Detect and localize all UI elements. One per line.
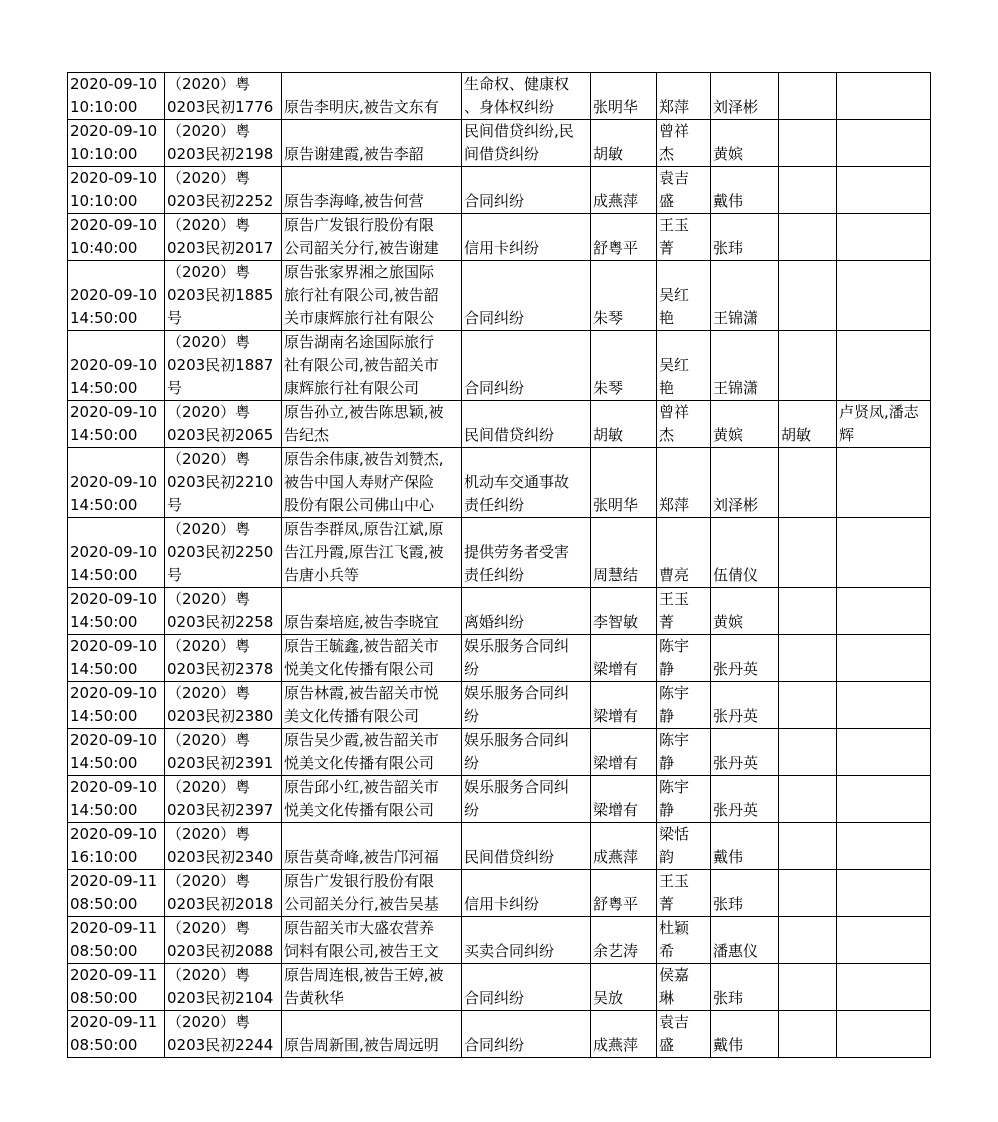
cell-extra-1 bbox=[779, 635, 837, 682]
cell-recorder: 戴伟 bbox=[711, 823, 779, 870]
cell-case-number: （2020）粤 0203民初2198 bbox=[165, 120, 282, 167]
cell-parties: 原告周连根,被告王婷,被 告黄秋华 bbox=[282, 964, 462, 1011]
cell-case-number: （2020）粤 0203民初2104 bbox=[165, 964, 282, 1011]
cell-clerk: 王玉 菁 bbox=[657, 870, 711, 917]
cell-hearing-time: 2020-09-10 10:40:00 bbox=[68, 214, 165, 261]
cell-case-number: （2020）粤 0203民初2391 bbox=[165, 729, 282, 776]
schedule-table-body bbox=[68, 73, 931, 1058]
cell-extra-2 bbox=[837, 635, 931, 682]
cell-extra-1 bbox=[779, 588, 837, 635]
cell-hearing-time: 2020-09-10 14:50:00 bbox=[68, 729, 165, 776]
cell-clerk: 袁吉 盛 bbox=[657, 167, 711, 214]
cell-judge: 胡敏 bbox=[591, 120, 657, 167]
cell-clerk: 陈宇 静 bbox=[657, 776, 711, 823]
cell-case-cause: 娱乐服务合同纠 纷 bbox=[462, 776, 591, 823]
table-row bbox=[68, 870, 931, 917]
table-row bbox=[68, 401, 931, 448]
table-row bbox=[68, 917, 931, 964]
cell-case-number: （2020）粤 0203民初2017 bbox=[165, 214, 282, 261]
cell-case-cause: 民间借贷纠纷 bbox=[462, 401, 591, 448]
cell-extra-2 bbox=[837, 518, 931, 588]
schedule-table bbox=[67, 72, 931, 1058]
cell-extra-1 bbox=[779, 917, 837, 964]
cell-parties: 原告吴少霞,被告韶关市 悦美文化传播有限公司 bbox=[282, 729, 462, 776]
cell-hearing-time: 2020-09-10 10:10:00 bbox=[68, 73, 165, 120]
cell-hearing-time: 2020-09-11 08:50:00 bbox=[68, 964, 165, 1011]
cell-parties: 原告邱小红,被告韶关市 悦美文化传播有限公司 bbox=[282, 776, 462, 823]
cell-recorder: 戴伟 bbox=[711, 1011, 779, 1058]
cell-extra-1: 胡敏 bbox=[779, 401, 837, 448]
cell-recorder: 张玮 bbox=[711, 964, 779, 1011]
cell-case-cause: 合同纠纷 bbox=[462, 331, 591, 401]
cell-hearing-time: 2020-09-11 08:50:00 bbox=[68, 1011, 165, 1058]
cell-extra-1 bbox=[779, 518, 837, 588]
cell-judge: 李智敏 bbox=[591, 588, 657, 635]
table-row bbox=[68, 73, 931, 120]
cell-hearing-time: 2020-09-11 08:50:00 bbox=[68, 870, 165, 917]
cell-clerk: 王玉 菁 bbox=[657, 214, 711, 261]
cell-recorder: 伍倩仪 bbox=[711, 518, 779, 588]
cell-parties: 原告张家界湘之旅国际 旅行社有限公司,被告韶 关市康辉旅行社有限公 bbox=[282, 261, 462, 331]
cell-case-cause: 民间借贷纠纷 bbox=[462, 823, 591, 870]
cell-case-cause: 合同纠纷 bbox=[462, 261, 591, 331]
table-row bbox=[68, 823, 931, 870]
cell-judge: 成燕萍 bbox=[591, 1011, 657, 1058]
cell-recorder: 张丹英 bbox=[711, 682, 779, 729]
table-row bbox=[68, 964, 931, 1011]
cell-case-number: （2020）粤 0203民初2018 bbox=[165, 870, 282, 917]
cell-parties: 原告韶关市大盛农营养 饲料有限公司,被告王文 bbox=[282, 917, 462, 964]
table-row bbox=[68, 776, 931, 823]
cell-clerk: 梁恬 韵 bbox=[657, 823, 711, 870]
cell-extra-1 bbox=[779, 823, 837, 870]
cell-extra-1 bbox=[779, 964, 837, 1011]
cell-judge: 梁增有 bbox=[591, 776, 657, 823]
cell-judge: 张明华 bbox=[591, 73, 657, 120]
cell-case-cause: 娱乐服务合同纠 纷 bbox=[462, 729, 591, 776]
cell-extra-2 bbox=[837, 167, 931, 214]
cell-clerk: 曾祥 杰 bbox=[657, 401, 711, 448]
cell-case-number: （2020）粤 0203民初2258 bbox=[165, 588, 282, 635]
cell-parties: 原告广发银行股份有限 公司韶关分行,被告吴基 bbox=[282, 870, 462, 917]
cell-judge: 吴放 bbox=[591, 964, 657, 1011]
cell-extra-1 bbox=[779, 682, 837, 729]
cell-case-cause: 信用卡纠纷 bbox=[462, 870, 591, 917]
cell-clerk: 陈宇 静 bbox=[657, 729, 711, 776]
cell-extra-2 bbox=[837, 917, 931, 964]
table-row bbox=[68, 682, 931, 729]
cell-recorder: 王锦潇 bbox=[711, 331, 779, 401]
cell-judge: 梁增有 bbox=[591, 682, 657, 729]
cell-parties: 原告秦培庭,被告李晓宜 bbox=[282, 588, 462, 635]
cell-extra-1 bbox=[779, 331, 837, 401]
cell-hearing-time: 2020-09-10 10:10:00 bbox=[68, 120, 165, 167]
cell-judge: 舒粤平 bbox=[591, 214, 657, 261]
cell-case-cause: 合同纠纷 bbox=[462, 964, 591, 1011]
cell-case-cause: 机动车交通事故 责任纠纷 bbox=[462, 448, 591, 518]
cell-case-number: （2020）粤 0203民初2244 bbox=[165, 1011, 282, 1058]
cell-case-cause: 信用卡纠纷 bbox=[462, 214, 591, 261]
cell-case-cause: 民间借贷纠纷,民 间借贷纠纷 bbox=[462, 120, 591, 167]
cell-case-number: （2020）粤 0203民初2340 bbox=[165, 823, 282, 870]
cell-hearing-time: 2020-09-10 10:10:00 bbox=[68, 167, 165, 214]
table-row bbox=[68, 518, 931, 588]
cell-case-number: （2020）粤 0203民初1885 号 bbox=[165, 261, 282, 331]
cell-clerk: 曾祥 杰 bbox=[657, 120, 711, 167]
cell-parties: 原告广发银行股份有限 公司韶关分行,被告谢建 bbox=[282, 214, 462, 261]
table-row bbox=[68, 448, 931, 518]
cell-case-cause: 娱乐服务合同纠 纷 bbox=[462, 682, 591, 729]
cell-extra-2: 卢贤凤,潘志 辉 bbox=[837, 401, 931, 448]
cell-case-number: （2020）粤 0203民初1887 号 bbox=[165, 331, 282, 401]
table-row bbox=[68, 588, 931, 635]
cell-hearing-time: 2020-09-10 14:50:00 bbox=[68, 331, 165, 401]
cell-hearing-time: 2020-09-10 14:50:00 bbox=[68, 261, 165, 331]
cell-clerk: 王玉 菁 bbox=[657, 588, 711, 635]
table-row bbox=[68, 261, 931, 331]
cell-case-number: （2020）粤 0203民初2380 bbox=[165, 682, 282, 729]
cell-hearing-time: 2020-09-10 14:50:00 bbox=[68, 635, 165, 682]
cell-case-number: （2020）粤 0203民初2250 号 bbox=[165, 518, 282, 588]
cell-judge: 梁增有 bbox=[591, 729, 657, 776]
cell-recorder: 戴伟 bbox=[711, 167, 779, 214]
cell-parties: 原告莫奇峰,被告邝河福 bbox=[282, 823, 462, 870]
table-row bbox=[68, 167, 931, 214]
cell-clerk: 郑萍 bbox=[657, 73, 711, 120]
cell-extra-1 bbox=[779, 167, 837, 214]
cell-hearing-time: 2020-09-10 14:50:00 bbox=[68, 448, 165, 518]
cell-extra-2 bbox=[837, 261, 931, 331]
cell-recorder: 刘泽彬 bbox=[711, 73, 779, 120]
cell-extra-1 bbox=[779, 729, 837, 776]
cell-judge: 成燕萍 bbox=[591, 167, 657, 214]
cell-recorder: 张玮 bbox=[711, 214, 779, 261]
cell-recorder: 张丹英 bbox=[711, 776, 779, 823]
cell-case-cause: 离婚纠纷 bbox=[462, 588, 591, 635]
cell-hearing-time: 2020-09-10 14:50:00 bbox=[68, 776, 165, 823]
table-row bbox=[68, 214, 931, 261]
cell-recorder: 黄嫔 bbox=[711, 588, 779, 635]
cell-judge: 成燕萍 bbox=[591, 823, 657, 870]
cell-extra-2 bbox=[837, 682, 931, 729]
cell-recorder: 张丹英 bbox=[711, 729, 779, 776]
cell-extra-1 bbox=[779, 1011, 837, 1058]
cell-extra-2 bbox=[837, 870, 931, 917]
cell-recorder: 黄嫔 bbox=[711, 401, 779, 448]
cell-clerk: 郑萍 bbox=[657, 448, 711, 518]
table-row bbox=[68, 1011, 931, 1058]
cell-parties: 原告余伟康,被告刘赞杰, 被告中国人寿财产保险 股份有限公司佛山中心 bbox=[282, 448, 462, 518]
cell-case-cause: 买卖合同纠纷 bbox=[462, 917, 591, 964]
cell-hearing-time: 2020-09-11 08:50:00 bbox=[68, 917, 165, 964]
table-row bbox=[68, 120, 931, 167]
cell-case-number: （2020）粤 0203民初2210 号 bbox=[165, 448, 282, 518]
cell-hearing-time: 2020-09-10 14:50:00 bbox=[68, 401, 165, 448]
cell-extra-2 bbox=[837, 448, 931, 518]
cell-extra-1 bbox=[779, 261, 837, 331]
cell-clerk: 侯嘉 琳 bbox=[657, 964, 711, 1011]
cell-recorder: 王锦潇 bbox=[711, 261, 779, 331]
cell-parties: 原告李群凤,原告江斌,原 告江丹霞,原告江飞霞,被 告唐小兵等 bbox=[282, 518, 462, 588]
cell-extra-1 bbox=[779, 120, 837, 167]
cell-parties: 原告李明庆,被告文东有 bbox=[282, 73, 462, 120]
cell-parties: 原告王毓鑫,被告韶关市 悦美文化传播有限公司 bbox=[282, 635, 462, 682]
cell-parties: 原告湖南名途国际旅行 社有限公司,被告韶关市 康辉旅行社有限公司 bbox=[282, 331, 462, 401]
cell-hearing-time: 2020-09-10 14:50:00 bbox=[68, 518, 165, 588]
cell-case-number: （2020）粤 0203民初2378 bbox=[165, 635, 282, 682]
cell-case-cause: 生命权、健康权 、身体权纠纷 bbox=[462, 73, 591, 120]
cell-judge: 周慧结 bbox=[591, 518, 657, 588]
cell-extra-2 bbox=[837, 964, 931, 1011]
cell-parties: 原告孙立,被告陈思颖,被 告纪杰 bbox=[282, 401, 462, 448]
cell-case-cause: 娱乐服务合同纠 纷 bbox=[462, 635, 591, 682]
cell-hearing-time: 2020-09-10 14:50:00 bbox=[68, 682, 165, 729]
cell-extra-1 bbox=[779, 870, 837, 917]
cell-extra-2 bbox=[837, 588, 931, 635]
cell-hearing-time: 2020-09-10 14:50:00 bbox=[68, 588, 165, 635]
cell-clerk: 袁吉 盛 bbox=[657, 1011, 711, 1058]
cell-extra-1 bbox=[779, 214, 837, 261]
cell-clerk: 吴红 艳 bbox=[657, 261, 711, 331]
cell-judge: 梁增有 bbox=[591, 635, 657, 682]
table-row bbox=[68, 331, 931, 401]
cell-recorder: 潘惠仪 bbox=[711, 917, 779, 964]
table-row bbox=[68, 635, 931, 682]
cell-extra-2 bbox=[837, 120, 931, 167]
cell-extra-1 bbox=[779, 73, 837, 120]
cell-judge: 舒粤平 bbox=[591, 870, 657, 917]
cell-extra-1 bbox=[779, 776, 837, 823]
cell-case-cause: 合同纠纷 bbox=[462, 167, 591, 214]
cell-case-number: （2020）粤 0203民初2252 bbox=[165, 167, 282, 214]
cell-judge: 朱琴 bbox=[591, 261, 657, 331]
cell-judge: 胡敏 bbox=[591, 401, 657, 448]
cell-extra-2 bbox=[837, 729, 931, 776]
cell-recorder: 黄嫔 bbox=[711, 120, 779, 167]
cell-extra-2 bbox=[837, 73, 931, 120]
cell-parties: 原告谢建霞,被告李韶 bbox=[282, 120, 462, 167]
cell-clerk: 杜颖 希 bbox=[657, 917, 711, 964]
cell-extra-2 bbox=[837, 776, 931, 823]
cell-extra-2 bbox=[837, 214, 931, 261]
cell-case-number: （2020）粤 0203民初1776 bbox=[165, 73, 282, 120]
cell-recorder: 刘泽彬 bbox=[711, 448, 779, 518]
cell-case-cause: 提供劳务者受害 责任纠纷 bbox=[462, 518, 591, 588]
cell-case-number: （2020）粤 0203民初2065 bbox=[165, 401, 282, 448]
cell-extra-2 bbox=[837, 1011, 931, 1058]
cell-case-number: （2020）粤 0203民初2088 bbox=[165, 917, 282, 964]
cell-case-cause: 合同纠纷 bbox=[462, 1011, 591, 1058]
table-row bbox=[68, 729, 931, 776]
cell-judge: 朱琴 bbox=[591, 331, 657, 401]
cell-recorder: 张丹英 bbox=[711, 635, 779, 682]
cell-hearing-time: 2020-09-10 16:10:00 bbox=[68, 823, 165, 870]
cell-recorder: 张玮 bbox=[711, 870, 779, 917]
cell-clerk: 陈宇 静 bbox=[657, 682, 711, 729]
cell-extra-2 bbox=[837, 331, 931, 401]
cell-extra-2 bbox=[837, 823, 931, 870]
cell-clerk: 陈宇 静 bbox=[657, 635, 711, 682]
cell-extra-1 bbox=[779, 448, 837, 518]
cell-judge: 张明华 bbox=[591, 448, 657, 518]
cell-parties: 原告李海峰,被告何营 bbox=[282, 167, 462, 214]
cell-parties: 原告林霞,被告韶关市悦 美文化传播有限公司 bbox=[282, 682, 462, 729]
cell-judge: 余艺涛 bbox=[591, 917, 657, 964]
cell-case-number: （2020）粤 0203民初2397 bbox=[165, 776, 282, 823]
cell-parties: 原告周新围,被告周远明 bbox=[282, 1011, 462, 1058]
cell-clerk: 曹亮 bbox=[657, 518, 711, 588]
cell-clerk: 吴红 艳 bbox=[657, 331, 711, 401]
